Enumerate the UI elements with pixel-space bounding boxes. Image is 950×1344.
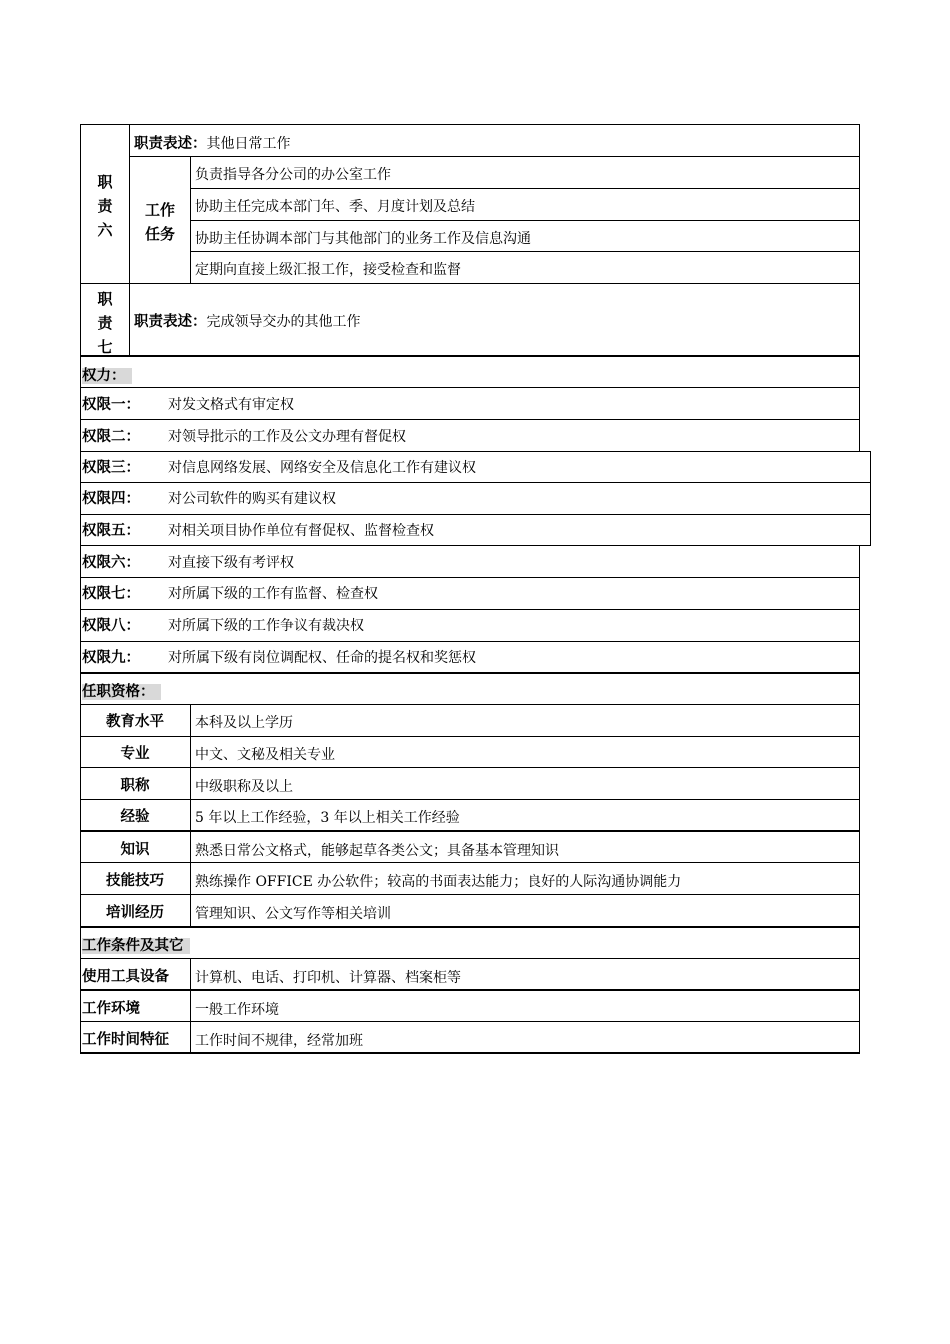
condition-label: 工作时间特征 — [82, 1032, 169, 1048]
duty6-task-4: 定期向直接上级汇报工作，接受检查和监督 — [195, 262, 461, 278]
duty7-description — [134, 313, 361, 331]
authority-item: 权限七： 对所属下级的工作有监督、检查权 — [82, 586, 378, 602]
authority-item: 权限三： 对信息网络发展、网络安全及信息化工作有建议权 — [82, 460, 476, 476]
duty6-description — [134, 135, 291, 153]
authority-item: 权限四： 对公司软件的购买有建议权 — [82, 491, 336, 507]
qualification-value: 管理知识、公文写作等相关培训 — [195, 906, 391, 922]
duty6-desc-label: 职责表述： — [134, 136, 207, 152]
authority-item: 权限九： 对所属下级有岗位调配权、任命的提名权和奖惩权 — [82, 650, 476, 666]
condition-value: 计算机、电话、打印机、计算器、档案柜等 — [195, 970, 461, 986]
qualification-label: 技能技巧 — [106, 873, 164, 889]
qualification-label: 知识 — [120, 842, 150, 858]
condition-value: 一般工作环境 — [195, 1002, 279, 1018]
qualification-label: 专业 — [120, 746, 150, 762]
duty6-task-3: 协助主任协调本部门与其他部门的业务工作及信息沟通 — [195, 231, 531, 247]
authority-item: 权限五： 对相关项目协作单位有督促权、监督检查权 — [82, 523, 434, 539]
qualification-value: 中级职称及以上 — [195, 779, 293, 795]
authority-header: 权力： — [82, 367, 132, 385]
duty7-desc-label: 职责表述： — [134, 314, 207, 330]
condition-label: 使用工具设备 — [82, 969, 169, 985]
qualification-value: 本科及以上学历 — [195, 715, 293, 731]
duty6-desc-text: 其他日常工作 — [206, 136, 291, 152]
condition-label: 工作环境 — [82, 1001, 140, 1017]
qualification-label: 经验 — [120, 809, 150, 825]
qualification-label: 职称 — [120, 778, 150, 794]
authority-item: 权限八： 对所属下级的工作争议有裁决权 — [82, 618, 364, 634]
qualification-value: 熟悉日常公文格式，能够起草各类公文；具备基本管理知识 — [195, 843, 559, 859]
duty6-task-label: 工作 任务 — [144, 201, 175, 243]
duty7-label: 职 责 七 — [97, 290, 113, 356]
qualifications-header: 任职资格： — [82, 683, 161, 701]
authority-item: 权限六： 对直接下级有考评权 — [82, 555, 294, 571]
duty6-task-2: 协助主任完成本部门年、季、月度计划及总结 — [195, 199, 475, 215]
qualification-label: 教育水平 — [106, 714, 164, 730]
duty6-label: 职 责 六 — [97, 173, 113, 239]
qualification-value: 熟练操作 OFFICE 办公软件；较高的书面表达能力；良好的人际沟通协调能力 — [195, 874, 682, 890]
qualification-value: 5 年以上工作经验，3 年以上相关工作经验 — [195, 810, 460, 826]
authority-item: 权限二： 对领导批示的工作及公文办理有督促权 — [82, 429, 406, 445]
duty6-task-1: 负责指导各分公司的办公室工作 — [195, 167, 391, 183]
duty7-desc-text: 完成领导交办的其他工作 — [206, 314, 361, 330]
condition-value: 工作时间不规律，经常加班 — [195, 1033, 363, 1049]
conditions-header: 工作条件及其它 — [82, 937, 190, 955]
qualification-label: 培训经历 — [106, 905, 164, 921]
authority-item: 权限一： 对发文格式有审定权 — [82, 397, 294, 413]
qualification-value: 中文、文秘及相关专业 — [195, 747, 335, 763]
